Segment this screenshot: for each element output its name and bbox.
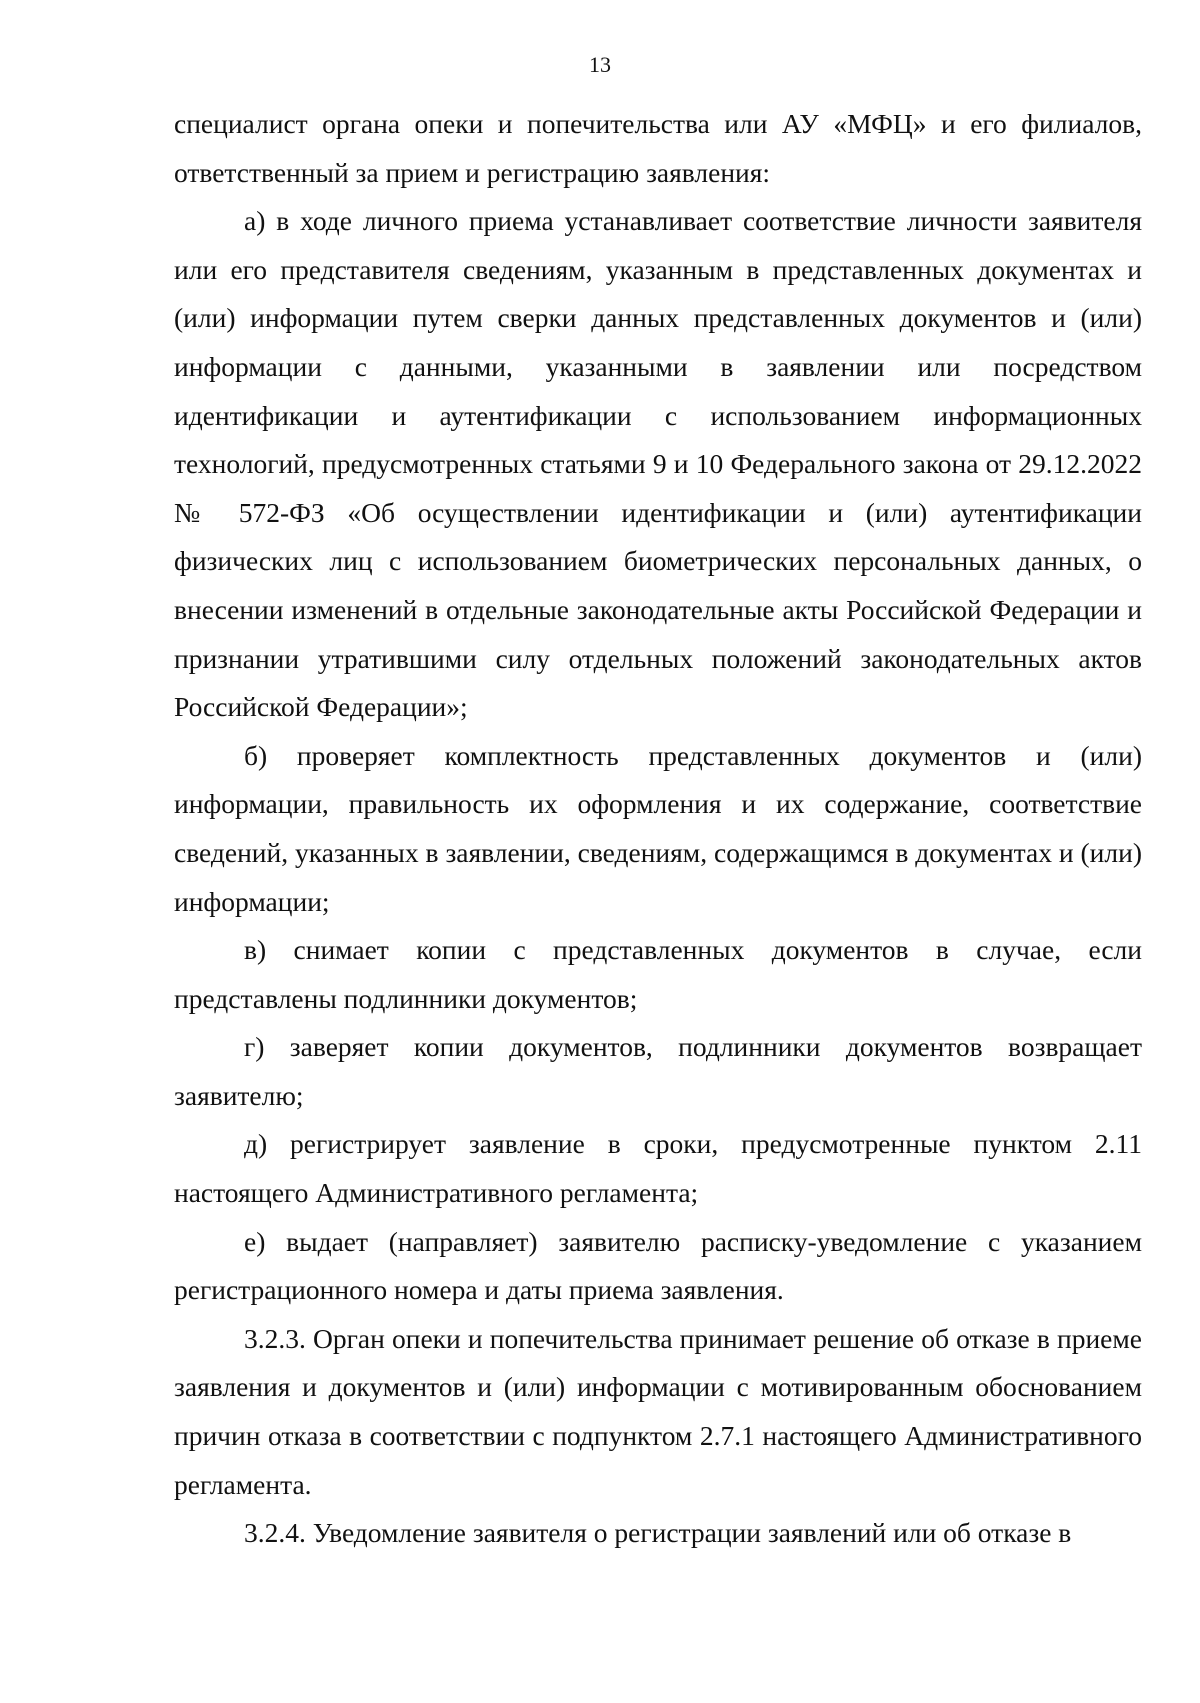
paragraph-item-b: б) проверяет комплектность представленных документов и (или) информации, правильность их оформления и их содержание, соответствие сведений, указанных в заявлении, сведениям, содержащимся в документах и (или) информации; [174, 739, 1142, 917]
paragraph-item-v: в) снимает копии с представленных документов в случае, если представлены подлинники документов; [174, 934, 1142, 1014]
paragraph-item-e: е) выдает (направляет) заявителю расписку-уведомление с указанием регистрационного номера и даты приема заявления. [174, 1225, 1142, 1306]
paragraph-section-3-2-3: 3.2.3. Орган опеки и попечительства принимает решение об отказе в приеме заявления и документов и (или) информации с мотивированным обоснованием причин отказа в соответствии с подпунктом 2.7.1 настоящего Административного регламента. [174, 1322, 1142, 1500]
paragraph-item-d: д) регистрирует заявление в сроки, предусмотренные пунктом 2.11 настоящего Административного регламента; [174, 1128, 1142, 1209]
paragraph-intro: специалист органа опеки и попечительства или АУ «МФЦ» и его филиалов, ответственный за прием и регистрацию заявления: [174, 108, 1142, 188]
document-body [174, 100, 1142, 1558]
paragraph-item-g: г) заверяет копии документов, подлинники документов возвращает заявителю; [174, 1031, 1142, 1111]
paragraph-section-3-2-4: 3.2.4. Уведомление заявителя о регистрации заявлений или об отказе в [244, 1517, 1072, 1549]
page-number: 13 [589, 52, 611, 77]
paragraph-item-a: а) в ходе личного приема устанавливает соответствие личности заявителя или его представителя сведениям, указанным в представленных документах и (или) информации путем сверки данных представленных документов и (или) информации с данными, указанными в заявлении или посредством идентификации и аутентификации с использованием информационных технологий, предусмотренных статьями 9 и 10 Федерального закона от 29.12.2022 № 572-ФЗ «Об осуществлении идентификации и (или) аутентификации физических лиц с использованием биометрических персональных данных, о внесении изменений в отдельные законодательные акты Российской Федерации и признании утратившими силу отдельных положений законодательных актов Российской Федерации»; [174, 205, 1142, 723]
